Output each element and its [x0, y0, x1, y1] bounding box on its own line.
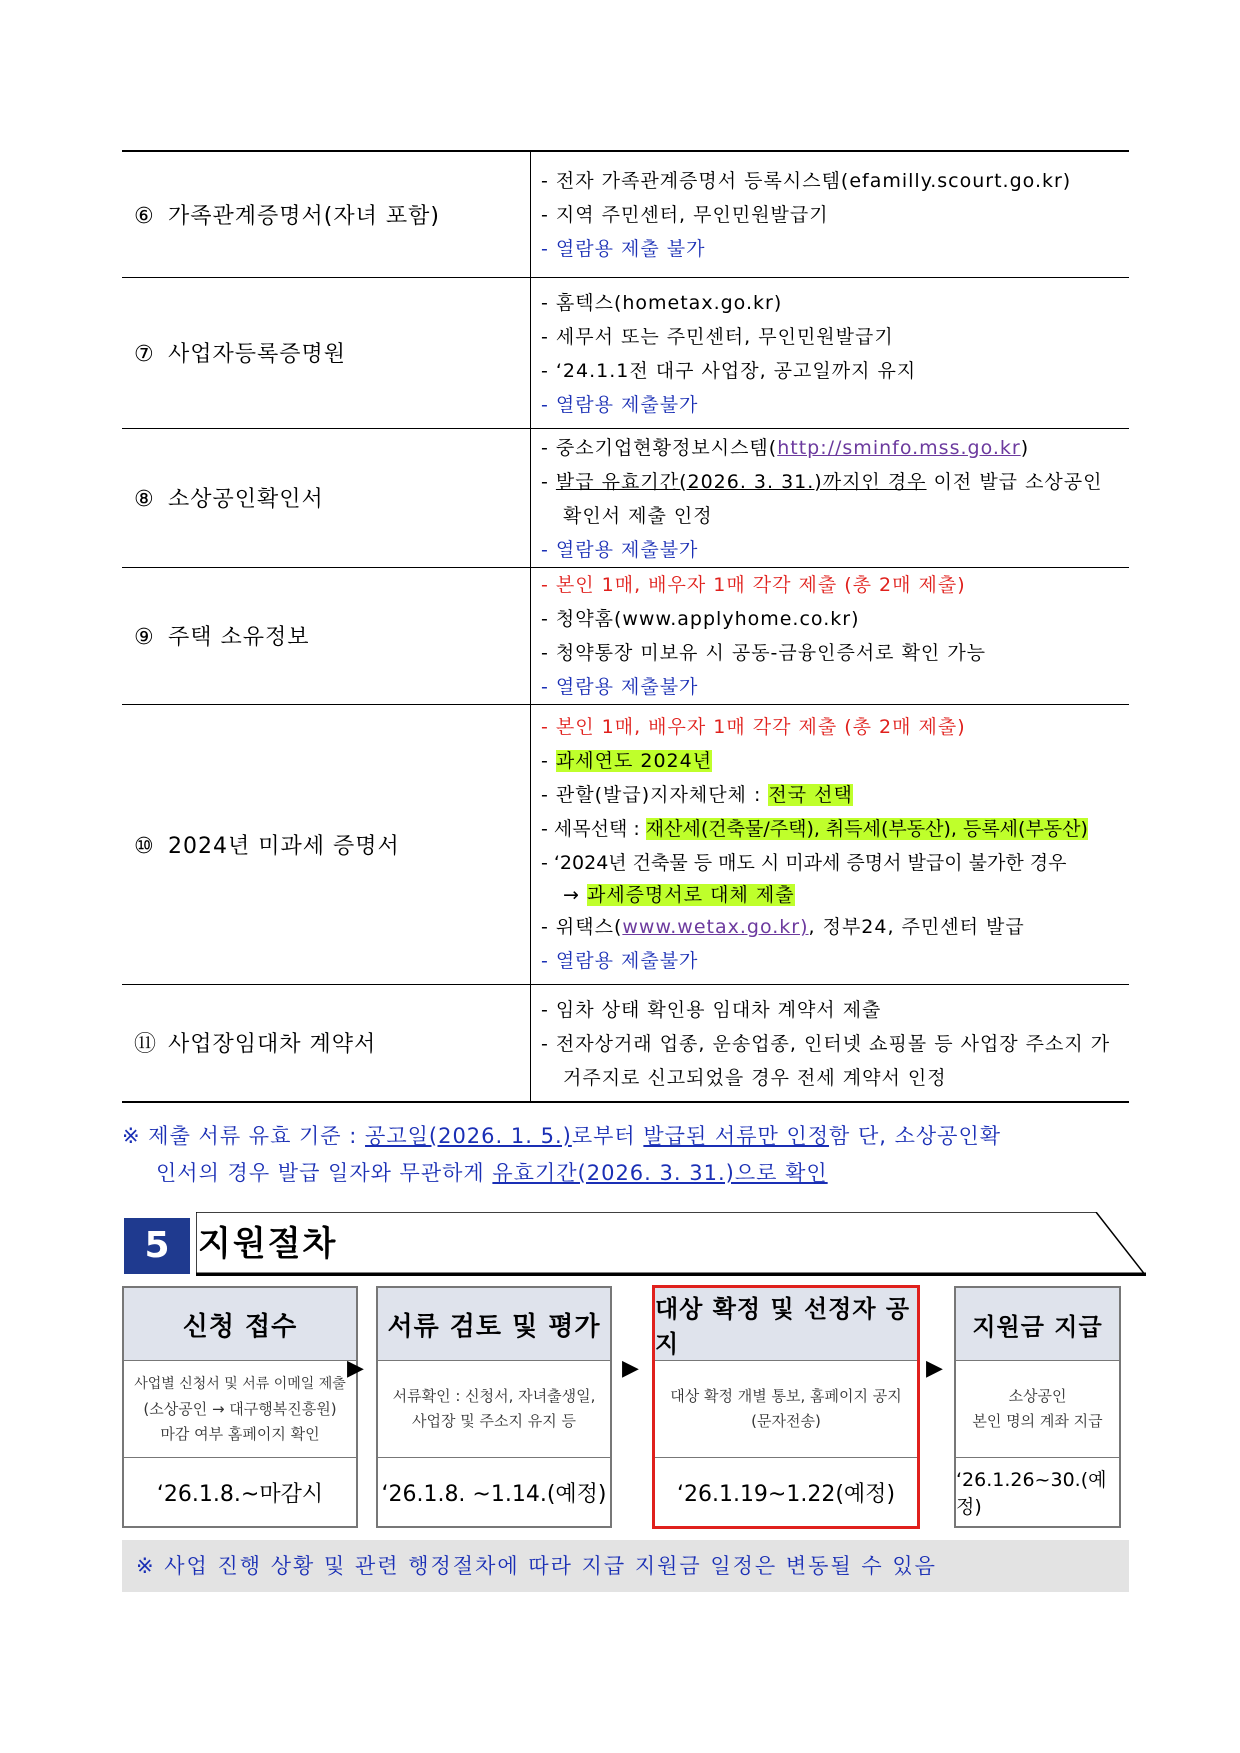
list-item: - 청약홈(www.applyhome.co.kr) — [541, 607, 860, 630]
doc-name: 소상공인확인서 — [168, 487, 324, 512]
schedule-footnote: ※ 사업 진행 상황 및 관련 행정절차에 따라 지급 지원금 일정은 변동될 수 있음 — [122, 1540, 1129, 1592]
list-item: - 발급 유효기간(2026. 3. 31.)까지인 경우 이전 발급 소상공인 확인서 제출 인정 — [541, 470, 1103, 527]
list-item: - 열람용 제출불가 — [541, 538, 699, 561]
list-item: - 세무서 또는 주민센터, 무인민원발급기 — [541, 325, 894, 348]
list-item: - 본인 1매, 배우자 1매 각각 제출 (총 2매 제출) — [541, 716, 966, 738]
step-date: ‘26.1.26~30.(예정) — [956, 1469, 1107, 1518]
arrow-icon: ▶ — [622, 1356, 639, 1381]
item-number: ⑦ — [134, 342, 155, 367]
list-item: - 위택스(www.wetax.go.kr), 정부24, 주민센터 발급 — [541, 916, 1025, 938]
step-review — [376, 1286, 612, 1528]
doc-items-cell — [531, 704, 1130, 984]
list-item: - 홈텍스(hometax.go.kr) — [541, 291, 783, 314]
step-date: ‘26.1.8.~마감시 — [156, 1481, 324, 1507]
section-title-frame — [196, 1212, 1146, 1276]
doc-name: 주택 소유정보 — [168, 625, 310, 650]
step-description: 서류확인 : 신청서, 자녀출생일, 사업장 및 주소지 유지 등 — [378, 1361, 610, 1458]
section-title: 지원절차 — [198, 1224, 338, 1264]
table-row — [122, 567, 1129, 704]
table-row — [122, 984, 1129, 1102]
step-date: ‘26.1.8. ~1.14.(예정) — [381, 1481, 607, 1507]
doc-items-cell — [531, 428, 1130, 567]
doc-name-cell — [122, 567, 531, 704]
step-title: 신청 접수 — [124, 1288, 356, 1361]
document-requirements-table — [122, 150, 1129, 1103]
step-description: 소상공인 본인 명의 계좌 지급 — [956, 1361, 1119, 1458]
item-number: ⑧ — [134, 487, 155, 512]
list-item: - 청약통장 미보유 시 공동-금융인증서로 확인 가능 — [541, 641, 987, 664]
table-row — [122, 704, 1129, 984]
list-item: - 세목선택 : 재산세(건축물/주택), 취득세(부동산), 등록세(부동산) — [541, 818, 1088, 840]
item-number: ⑨ — [134, 625, 155, 650]
doc-items-cell — [531, 151, 1130, 277]
doc-name-cell — [122, 704, 531, 984]
list-item: - 임차 상태 확인용 임대차 계약서 제출 — [541, 998, 882, 1021]
step-apply — [122, 1286, 358, 1528]
section-number-badge: 5 — [124, 1218, 190, 1274]
table-row — [122, 428, 1129, 567]
doc-name: 2024년 미과세 증명서 — [168, 833, 400, 859]
list-item: - ‘24.1.1전 대구 사업장, 공고일까지 유지 — [541, 359, 917, 382]
arrow-icon: ▶ — [347, 1356, 364, 1381]
doc-name-cell — [122, 277, 531, 428]
doc-name-cell — [122, 984, 531, 1102]
doc-name-cell — [122, 151, 531, 277]
wetax-link[interactable]: www.wetax.go.kr) — [622, 916, 809, 938]
sminfo-link[interactable]: http://sminfo.mss.go.kr — [777, 436, 1021, 459]
arrow-icon: ▶ — [926, 1356, 943, 1381]
step-title: 지원금 지급 — [956, 1288, 1119, 1361]
doc-name: 사업장임대차 계약서 — [168, 1032, 377, 1057]
list-item: - 전자 가족관계증명서 등록시스템(efamilly.scourt.go.kr) — [541, 170, 1072, 193]
list-item: - 관할(발급)지자체단체 : 전국 선택 — [541, 784, 853, 806]
list-item: - 중소기업현황정보시스템(http://sminfo.mss.go.kr) — [541, 436, 1030, 459]
step-confirm — [652, 1285, 920, 1529]
list-item: - 지역 주민센터, 무인민원발급기 — [541, 204, 829, 227]
list-item: - 본인 1매, 배우자 1매 각각 제출 (총 2매 제출) — [541, 573, 966, 596]
doc-name-cell — [122, 428, 531, 567]
doc-name: 가족관계증명서(자녀 포함) — [168, 203, 440, 229]
list-item: - 열람용 제출불가 — [541, 393, 699, 416]
validity-note: ※ 제출 서류 유효 기준 : 공고일(2026. 1. 5.)로부터 발급된 서류만 인정함 단, 소상공인확 인서의 경우 발급 일자와 무관하게 유효기간(2026. 3. 31.)으로 확인 — [122, 1124, 1002, 1185]
table-row — [122, 151, 1129, 277]
step-title: 서류 검토 및 평가 — [378, 1288, 610, 1361]
doc-items-cell — [531, 277, 1130, 428]
step-date: ‘26.1.19~1.22(예정) — [676, 1481, 896, 1507]
step-description: 대상 확정 개별 통보, 홈페이지 공지 (문자전송) — [655, 1361, 917, 1458]
step-description: 사업별 신청서 및 서류 이메일 제출 (소상공인 → 대구행복진흥원) 마감 여부 홈페이지 확인 — [124, 1361, 356, 1458]
doc-name: 사업자등록증명원 — [168, 342, 347, 367]
step-title: 대상 확정 및 선정자 공지 — [655, 1288, 917, 1361]
list-item: - 열람용 제출불가 — [541, 950, 699, 972]
table-row — [122, 277, 1129, 428]
list-item: - ‘2024년 건축물 등 매도 시 미과세 증명서 발급이 불가한 경우 — [541, 852, 1067, 874]
list-item: - 열람용 제출 불가 — [541, 238, 706, 261]
item-number: ⑪ — [134, 1032, 158, 1057]
step-payment — [954, 1286, 1121, 1528]
item-number: ⑩ — [134, 833, 155, 859]
doc-items-cell — [531, 567, 1130, 704]
list-item: → 과세증명서로 대체 제출 — [563, 884, 795, 906]
list-item: - 열람용 제출불가 — [541, 675, 699, 698]
doc-items-cell — [531, 984, 1130, 1102]
item-number: ⑥ — [134, 203, 155, 229]
list-item: - 과세연도 2024년 — [541, 750, 713, 772]
list-item: - 전자상거래 업종, 운송업종, 인터넷 쇼핑몰 등 사업장 주소지 가 거주지로 신고되었을 경우 전세 계약서 인정 — [541, 1032, 1111, 1089]
